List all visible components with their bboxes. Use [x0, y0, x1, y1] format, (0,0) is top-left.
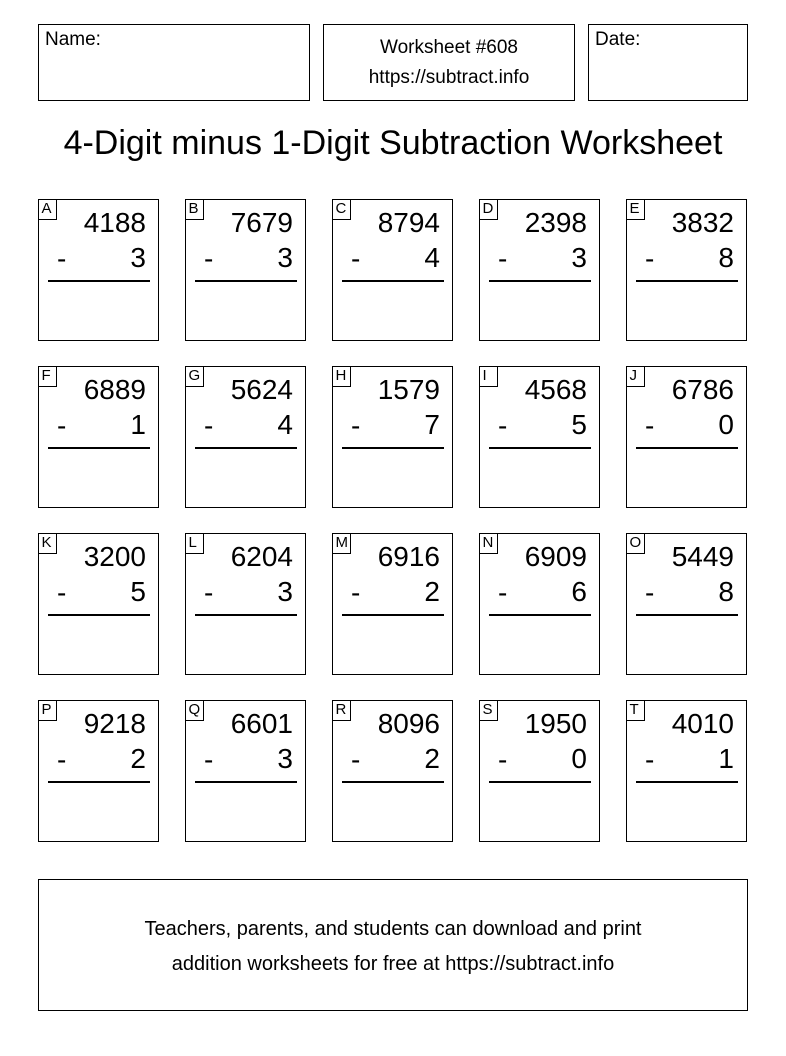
problem-card[interactable] — [332, 700, 453, 842]
subtrahend: 1 — [718, 743, 734, 774]
problem-card[interactable] — [332, 366, 453, 508]
problem-letter: D — [479, 199, 498, 220]
problem-letter: H — [332, 366, 351, 387]
problem-card[interactable] — [185, 700, 306, 842]
problem-card[interactable] — [38, 533, 159, 675]
answer-line — [489, 447, 591, 449]
problem-letter: R — [332, 700, 351, 721]
problem-letter: C — [332, 199, 351, 220]
problem-letter: B — [185, 199, 204, 220]
minus-sign: - — [645, 744, 655, 775]
problem-letter: P — [38, 700, 57, 721]
subtrahend: 3 — [277, 242, 293, 273]
problem-letter: O — [626, 533, 645, 554]
answer-line — [636, 280, 738, 282]
minus-sign: - — [351, 243, 361, 274]
problem-card[interactable] — [185, 533, 306, 675]
answer-line — [636, 781, 738, 783]
date-field-box[interactable] — [588, 24, 748, 101]
minuend: 9218 — [83, 708, 146, 739]
minus-sign: - — [351, 744, 361, 775]
minus-sign: - — [57, 744, 67, 775]
answer-line — [195, 614, 297, 616]
problem-letter: E — [626, 199, 645, 220]
problem-letter: T — [626, 700, 645, 721]
problem-letter: S — [479, 700, 498, 721]
problem-card[interactable] — [38, 700, 159, 842]
subtrahend: 2 — [424, 576, 440, 607]
footer-box — [38, 879, 748, 1011]
minus-sign: - — [351, 410, 361, 441]
problem-letter: I — [479, 366, 498, 387]
problem-card[interactable] — [626, 366, 747, 508]
answer-line — [48, 614, 150, 616]
minus-sign: - — [57, 243, 67, 274]
minus-sign: - — [57, 410, 67, 441]
answer-line — [48, 781, 150, 783]
subtrahend: 8 — [718, 576, 734, 607]
answer-line — [636, 614, 738, 616]
problem-card[interactable] — [479, 199, 600, 341]
minus-sign: - — [57, 577, 67, 608]
problem-letter: A — [38, 199, 57, 220]
minus-sign: - — [351, 577, 361, 608]
minuend: 8096 — [377, 708, 440, 739]
answer-line — [48, 447, 150, 449]
name-label: Name: — [45, 29, 101, 50]
answer-line — [195, 781, 297, 783]
answer-line — [489, 614, 591, 616]
subtrahend: 6 — [571, 576, 587, 607]
worksheet-number: Worksheet #608 — [379, 37, 518, 58]
problem-card[interactable] — [479, 366, 600, 508]
subtrahend: 2 — [424, 743, 440, 774]
subtrahend: 5 — [571, 409, 587, 440]
minuend: 1950 — [524, 708, 587, 739]
problem-letter: L — [185, 533, 204, 554]
minuend: 8794 — [377, 207, 440, 238]
minuend: 2398 — [524, 207, 587, 238]
subtrahend: 4 — [424, 242, 440, 273]
answer-line — [48, 280, 150, 282]
minuend: 7679 — [230, 207, 293, 238]
minuend: 5449 — [671, 541, 734, 572]
subtrahend: 8 — [718, 242, 734, 273]
problem-letter: G — [185, 366, 204, 387]
subtrahend: 3 — [277, 576, 293, 607]
subtrahend: 7 — [424, 409, 440, 440]
subtrahend: 2 — [130, 743, 146, 774]
problem-card[interactable] — [479, 700, 600, 842]
subtrahend: 3 — [277, 743, 293, 774]
answer-line — [489, 280, 591, 282]
name-field-box[interactable] — [38, 24, 310, 101]
minus-sign: - — [645, 243, 655, 274]
problem-card[interactable] — [185, 366, 306, 508]
subtrahend: 1 — [130, 409, 146, 440]
minuend: 6909 — [524, 541, 587, 572]
subtrahend: 0 — [718, 409, 734, 440]
problem-card[interactable] — [479, 533, 600, 675]
answer-line — [195, 280, 297, 282]
minus-sign: - — [498, 577, 508, 608]
minuend: 6786 — [671, 374, 734, 405]
problem-card[interactable] — [332, 199, 453, 341]
minus-sign: - — [204, 243, 214, 274]
problem-card[interactable] — [626, 199, 747, 341]
answer-line — [636, 447, 738, 449]
minus-sign: - — [498, 410, 508, 441]
subtrahend: 3 — [130, 242, 146, 273]
date-label: Date: — [595, 29, 641, 50]
minus-sign: - — [204, 410, 214, 441]
problem-card[interactable] — [38, 199, 159, 341]
minuend: 4010 — [671, 708, 734, 739]
minuend: 6601 — [230, 708, 293, 739]
problem-card[interactable] — [626, 700, 747, 842]
subtrahend: 5 — [130, 576, 146, 607]
subtrahend: 0 — [571, 743, 587, 774]
minuend: 6889 — [83, 374, 146, 405]
minuend: 5624 — [230, 374, 293, 405]
problem-card[interactable] — [626, 533, 747, 675]
answer-line — [195, 447, 297, 449]
problem-letter: Q — [185, 700, 204, 721]
minuend: 4568 — [524, 374, 587, 405]
minuend: 6916 — [377, 541, 440, 572]
page-title: 4-Digit minus 1-Digit Subtraction Worksheet — [63, 124, 723, 162]
problem-letter: N — [479, 533, 498, 554]
minuend: 4188 — [83, 207, 146, 238]
footer-line-2: addition worksheets for free at https://subtract.info — [171, 953, 615, 975]
problem-card[interactable] — [332, 533, 453, 675]
subtrahend: 3 — [571, 242, 587, 273]
subtrahend: 4 — [277, 409, 293, 440]
footer-line-1: Teachers, parents, and students can download and print — [144, 918, 642, 940]
minus-sign: - — [498, 243, 508, 274]
answer-line — [489, 781, 591, 783]
problem-letter: F — [38, 366, 57, 387]
worksheet-info-box — [323, 24, 575, 101]
minuend: 3200 — [83, 541, 146, 572]
answer-line — [342, 781, 444, 783]
answer-line — [342, 614, 444, 616]
minus-sign: - — [204, 577, 214, 608]
minuend: 3832 — [671, 207, 734, 238]
minus-sign: - — [645, 577, 655, 608]
problem-letter: K — [38, 533, 57, 554]
minus-sign: - — [498, 744, 508, 775]
problem-letter: M — [332, 533, 351, 554]
minus-sign: - — [204, 744, 214, 775]
worksheet-url: https://subtract.info — [368, 67, 530, 88]
minuend: 1579 — [377, 374, 440, 405]
problem-letter: J — [626, 366, 645, 387]
minuend: 6204 — [230, 541, 293, 572]
answer-line — [342, 280, 444, 282]
answer-line — [342, 447, 444, 449]
problem-card[interactable] — [38, 366, 159, 508]
problem-card[interactable] — [185, 199, 306, 341]
minus-sign: - — [645, 410, 655, 441]
